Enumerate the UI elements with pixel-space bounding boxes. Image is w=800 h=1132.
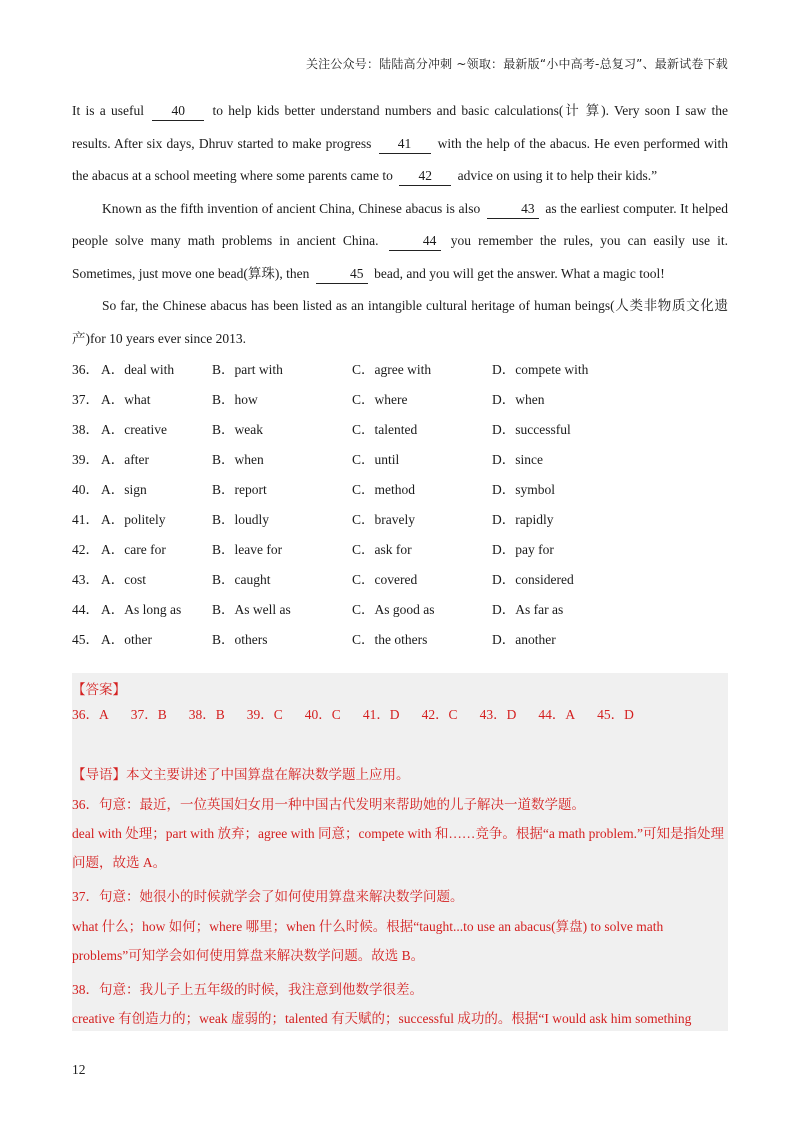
option-d: D．rapidly (492, 512, 554, 527)
paragraph-3: So far, the Chinese abacus has been listed as an intangible cultural heritage of human beings(人类非物质文化遗产)for 10 years ever since 2013. (72, 298, 728, 346)
option-a: A．cost (101, 572, 146, 587)
option-b: B．report (212, 482, 267, 497)
option-b: B．loudly (212, 512, 270, 527)
text: advice on using it to help their kids.” (457, 168, 658, 183)
question-number: 41． (72, 512, 99, 527)
answer-list (72, 703, 656, 727)
question-number: 39． (72, 452, 99, 467)
option-a: A．creative (101, 422, 167, 437)
explanation-37-meaning: 37．句意：她很小的时候就学会了如何使用算盘来解决数学问题。 (72, 889, 464, 904)
explanation-38-detail: creative 有创造力的；weak 虚弱的；talented 有天赋的；successful 成功的。根据“I would ask him something (72, 1011, 692, 1026)
option-d: D．successful (492, 422, 571, 437)
page-number: 12 (72, 1062, 86, 1077)
option-c: C．the others (352, 632, 428, 647)
question-number: 38． (72, 422, 99, 437)
option-c: C．agree with (352, 362, 432, 377)
option-a: A．after (101, 452, 149, 467)
blank-41: 41 (379, 135, 431, 154)
text: Known as the fifth invention of ancient China, Chinese abacus is also (102, 200, 481, 216)
option-row (72, 475, 728, 505)
text: you remember the rules, you can easily use it. Sometimes, just move one bead(算珠), then (72, 233, 728, 281)
text: to help kids better understand numbers and basic calculations(计 算). Very soon I saw the results. After six days, Dhruv started to make progress (72, 103, 728, 151)
option-row (72, 415, 728, 445)
answer-item: 40．C (304, 707, 341, 722)
answer-item: 36．A (72, 707, 109, 722)
question-number: 44． (72, 602, 99, 617)
option-row (72, 355, 728, 385)
option-b: B．As well as (212, 602, 291, 617)
question-number: 45． (72, 632, 99, 647)
explanation-36-meaning: 36．句意：最近，一位英国妇女用一种中国古代发明来帮助她的儿子解决一道数学题。 (72, 797, 585, 812)
option-b: B．part with (212, 362, 283, 377)
option-c: C．method (352, 482, 415, 497)
option-c: C．As good as (352, 602, 435, 617)
option-row (72, 565, 728, 595)
text: as the earliest computer. It helped people solve many math problems in ancient China. (72, 200, 729, 248)
option-c: C．where (352, 392, 408, 407)
blank-40: 40 (152, 102, 204, 121)
answer-item: 43．D (479, 707, 517, 722)
option-b: B．caught (212, 572, 271, 587)
option-c: C．bravely (352, 512, 415, 527)
option-row (72, 505, 728, 535)
answer-item: 39．C (246, 707, 283, 722)
explanation-37-detail: what 什么；how 如何；where 哪里；when 什么时候。根据“taught...to use an abacus(算盘) to solve math problems”可知学会如何使用算盘来解决数学问题。故选 B。 (72, 919, 664, 963)
answer-item: 42．C (421, 707, 458, 722)
option-d: D．compete with (492, 362, 589, 377)
answer-item: 41．D (362, 707, 400, 722)
answer-item: 38．B (188, 707, 225, 722)
option-a: A．other (101, 632, 152, 647)
option-a: A．what (101, 392, 151, 407)
option-a: A．politely (101, 512, 166, 527)
option-b: B．weak (212, 422, 263, 437)
option-d: D．when (492, 392, 545, 407)
option-a: A．sign (101, 482, 147, 497)
option-row (72, 535, 728, 565)
options-list (72, 355, 728, 655)
option-row (72, 625, 728, 655)
explanation-38-meaning: 38．句意：我儿子上五年级的时候，我注意到他数学很差。 (72, 982, 423, 997)
option-a: A．As long as (101, 602, 182, 617)
explanation-intro: 【导语】本文主要讲述了中国算盘在解决数学题上应用。 (72, 767, 410, 782)
page-header: 关注公众号：陆陆高分冲刺 ~领取：最新版“小中高考-总复习”、最新试卷下载 (305, 57, 728, 71)
question-number: 36． (72, 362, 99, 377)
option-row (72, 385, 728, 415)
option-b: B．others (212, 632, 268, 647)
answer-item: 37．B (130, 707, 167, 722)
blank-44: 44 (389, 232, 441, 251)
paragraph-2 (72, 193, 728, 291)
question-number: 42． (72, 542, 99, 557)
passage (72, 95, 728, 655)
question-number: 40． (72, 482, 99, 497)
option-c: C．talented (352, 422, 418, 437)
text: with the help of the abacus. He even performed with the abacus at a school meeting where some parents came to (72, 135, 729, 183)
blank-45: 45 (316, 265, 368, 284)
text: It is a useful (72, 103, 144, 118)
blank-42: 42 (399, 167, 451, 186)
answer-item: 45．D (597, 707, 634, 722)
question-number: 43． (72, 572, 99, 587)
option-d: D．considered (492, 572, 574, 587)
answer-heading: 【答案】 (72, 682, 126, 697)
option-d: D．pay for (492, 542, 554, 557)
explanation-36-detail: deal with 处理；part with 放弃；agree with 同意；compete with 和……竞争。根据“a math problem.”可知是指处理问题，故选 A。 (72, 826, 725, 870)
question-number: 37． (72, 392, 99, 407)
option-b: B．when (212, 452, 264, 467)
text: bead, and you will get the answer. What a magic tool! (374, 265, 665, 281)
option-d: D．symbol (492, 482, 556, 497)
option-c: C．until (352, 452, 400, 467)
option-d: D．since (492, 452, 543, 467)
answer-item: 44．A (538, 707, 576, 722)
option-b: B．leave for (212, 542, 283, 557)
option-row (72, 595, 728, 625)
option-a: A．deal with (101, 362, 175, 377)
option-d: D．another (492, 632, 556, 647)
blank-43: 43 (487, 200, 539, 219)
paragraph-1 (72, 95, 728, 193)
option-row (72, 445, 728, 475)
option-a: A．care for (101, 542, 166, 557)
option-c: C．ask for (352, 542, 412, 557)
option-b: B．how (212, 392, 258, 407)
option-d: D．As far as (492, 602, 564, 617)
option-c: C．covered (352, 572, 418, 587)
